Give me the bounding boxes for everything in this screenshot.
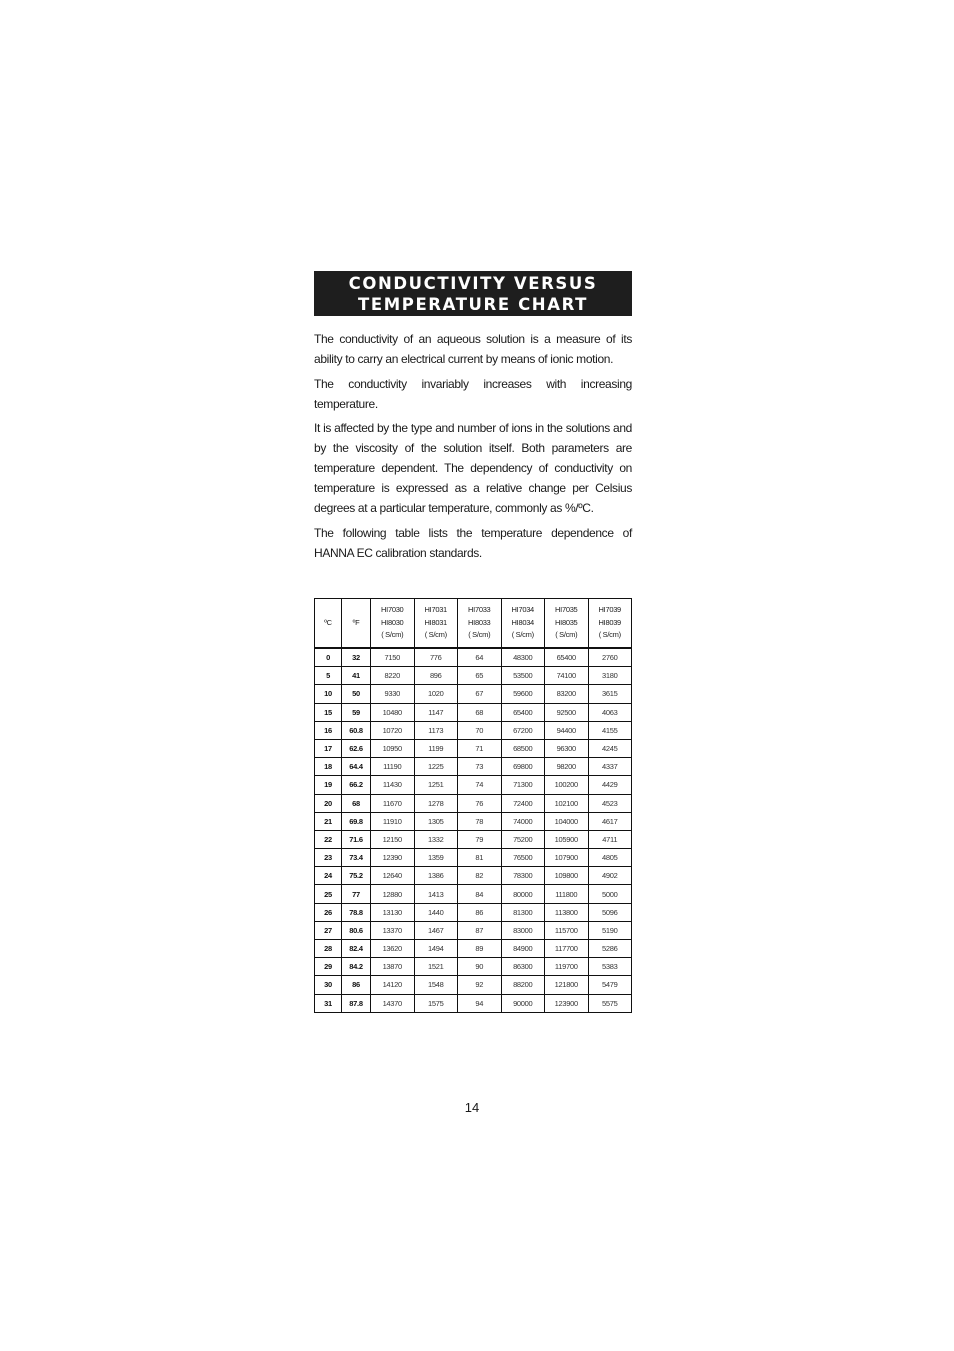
conductivity-cell: 105900 xyxy=(545,830,589,848)
conductivity-cell: 896 xyxy=(414,667,458,685)
conductivity-cell: 117700 xyxy=(545,940,589,958)
page-title-line-1: CONDUCTIVITY VERSUS xyxy=(348,274,598,293)
conductivity-cell: 12390 xyxy=(371,849,415,867)
conductivity-cell: 1251 xyxy=(414,776,458,794)
conductivity-cell: 123900 xyxy=(545,994,589,1012)
conductivity-cell: 13370 xyxy=(371,921,415,939)
celsius-cell: 25 xyxy=(315,885,342,903)
column-header xyxy=(371,599,415,649)
conductivity-cell: 10480 xyxy=(371,703,415,721)
table-row xyxy=(315,721,632,739)
column-header-line1: HI7034 xyxy=(511,605,534,615)
conductivity-cell: 74000 xyxy=(501,812,545,830)
column-header-line2: HI8039 xyxy=(598,617,621,627)
fahrenheit-cell: 78.8 xyxy=(342,903,371,921)
conductivity-cell: 69800 xyxy=(501,758,545,776)
celsius-cell: 24 xyxy=(315,867,342,885)
celsius-cell: 16 xyxy=(315,721,342,739)
column-header xyxy=(414,599,458,649)
conductivity-cell: 90 xyxy=(458,958,502,976)
conductivity-cell: 5383 xyxy=(588,958,632,976)
paragraph-intro: The conductivity of an aqueous solution is a measure of its ability to carry an electrical current by means of ionic motion. xyxy=(314,332,632,366)
column-header xyxy=(342,599,371,649)
conductivity-cell: 11190 xyxy=(371,758,415,776)
conductivity-cell: 1548 xyxy=(414,976,458,994)
conductivity-cell: 1147 xyxy=(414,703,458,721)
conductivity-cell: 1440 xyxy=(414,903,458,921)
fahrenheit-cell: 73.4 xyxy=(342,849,371,867)
conductivity-cell: 83200 xyxy=(545,685,589,703)
conductivity-cell: 81300 xyxy=(501,903,545,921)
conductivity-cell: 4617 xyxy=(588,812,632,830)
conductivity-cell: 776 xyxy=(414,648,458,667)
column-header-line1: ºC xyxy=(324,617,332,627)
conductivity-cell: 94400 xyxy=(545,721,589,739)
table-row xyxy=(315,958,632,976)
fahrenheit-cell: 84.2 xyxy=(342,958,371,976)
conductivity-cell: 115700 xyxy=(545,921,589,939)
conductivity-cell: 87 xyxy=(458,921,502,939)
column-header xyxy=(315,599,342,649)
conductivity-cell: 109800 xyxy=(545,867,589,885)
conductivity-cell: 80000 xyxy=(501,885,545,903)
celsius-cell: 5 xyxy=(315,667,342,685)
fahrenheit-cell: 41 xyxy=(342,667,371,685)
celsius-cell: 10 xyxy=(315,685,342,703)
page-title-line-2: TEMPERATURE CHART xyxy=(358,295,588,314)
column-header xyxy=(501,599,545,649)
conductivity-cell: 100200 xyxy=(545,776,589,794)
table-body xyxy=(315,648,632,1012)
conductivity-cell: 119700 xyxy=(545,958,589,976)
celsius-cell: 23 xyxy=(315,849,342,867)
column-header-line3: ( S/cm) xyxy=(598,630,621,640)
conductivity-cell: 10720 xyxy=(371,721,415,739)
column-header-line3: ( S/cm) xyxy=(468,630,491,640)
conductivity-cell: 9330 xyxy=(371,685,415,703)
conductivity-cell: 65400 xyxy=(501,703,545,721)
page-title xyxy=(314,271,632,316)
table-row xyxy=(315,739,632,757)
conductivity-cell: 68500 xyxy=(501,739,545,757)
paragraph-ion-dependency: It is affected by the type and number of ions in the solutions and by the viscosity of the solution itself. Both parameters are temperature dependent. The dependency of conductivity on temperature is expressed as a relative change per Celsius degrees at a particular temperature, commonly as %/ºC. xyxy=(314,421,632,515)
conductivity-cell: 14370 xyxy=(371,994,415,1012)
conductivity-cell: 1386 xyxy=(414,867,458,885)
column-header-line1: HI7030 xyxy=(381,605,404,615)
conductivity-cell: 1359 xyxy=(414,849,458,867)
conductivity-cell: 4429 xyxy=(588,776,632,794)
conductivity-cell: 94 xyxy=(458,994,502,1012)
conductivity-cell: 1173 xyxy=(414,721,458,739)
conductivity-cell: 92500 xyxy=(545,703,589,721)
conductivity-cell: 2760 xyxy=(588,648,632,667)
conductivity-cell: 84 xyxy=(458,885,502,903)
conductivity-cell: 73 xyxy=(458,758,502,776)
celsius-cell: 21 xyxy=(315,812,342,830)
table-row xyxy=(315,849,632,867)
conductivity-cell: 104000 xyxy=(545,812,589,830)
fahrenheit-cell: 87.8 xyxy=(342,994,371,1012)
conductivity-cell: 78 xyxy=(458,812,502,830)
conductivity-cell: 3615 xyxy=(588,685,632,703)
conductivity-cell: 1278 xyxy=(414,794,458,812)
table-row xyxy=(315,667,632,685)
fahrenheit-cell: 86 xyxy=(342,976,371,994)
conductivity-cell: 67 xyxy=(458,685,502,703)
conductivity-cell: 1305 xyxy=(414,812,458,830)
conductivity-cell: 11430 xyxy=(371,776,415,794)
conductivity-cell: 71300 xyxy=(501,776,545,794)
column-header-line2: HI8031 xyxy=(424,617,447,627)
celsius-cell: 26 xyxy=(315,903,342,921)
celsius-cell: 28 xyxy=(315,940,342,958)
conductivity-cell: 12640 xyxy=(371,867,415,885)
conductivity-cell: 1521 xyxy=(414,958,458,976)
column-header-line3: ( S/cm) xyxy=(555,630,578,640)
celsius-cell: 30 xyxy=(315,976,342,994)
body-text xyxy=(314,329,632,567)
conductivity-cell: 121800 xyxy=(545,976,589,994)
conductivity-cell: 111800 xyxy=(545,885,589,903)
conductivity-cell: 1332 xyxy=(414,830,458,848)
conductivity-cell: 4337 xyxy=(588,758,632,776)
table-row xyxy=(315,648,632,667)
conductivity-cell: 68 xyxy=(458,703,502,721)
column-header-line2: HI8035 xyxy=(555,617,578,627)
celsius-cell: 0 xyxy=(315,648,342,667)
conductivity-cell: 98200 xyxy=(545,758,589,776)
fahrenheit-cell: 50 xyxy=(342,685,371,703)
column-header-line1: ºF xyxy=(352,617,360,627)
celsius-cell: 31 xyxy=(315,994,342,1012)
table-row xyxy=(315,830,632,848)
fahrenheit-cell: 62.6 xyxy=(342,739,371,757)
conductivity-cell: 78300 xyxy=(501,867,545,885)
conductivity-cell: 90000 xyxy=(501,994,545,1012)
conductivity-cell: 1413 xyxy=(414,885,458,903)
column-header-line3: ( S/cm) xyxy=(424,630,447,640)
conductivity-cell: 13620 xyxy=(371,940,415,958)
celsius-cell: 27 xyxy=(315,921,342,939)
conductivity-cell: 89 xyxy=(458,940,502,958)
conductivity-cell: 107900 xyxy=(545,849,589,867)
conductivity-cell: 71 xyxy=(458,739,502,757)
conductivity-cell: 5000 xyxy=(588,885,632,903)
conductivity-cell: 1020 xyxy=(414,685,458,703)
page-number: 14 xyxy=(464,1100,480,1115)
conductivity-cell: 8220 xyxy=(371,667,415,685)
celsius-cell: 17 xyxy=(315,739,342,757)
column-header-line1: HI7033 xyxy=(468,605,491,615)
table-row xyxy=(315,758,632,776)
column-header xyxy=(545,599,589,649)
conductivity-cell: 12880 xyxy=(371,885,415,903)
conductivity-cell: 72400 xyxy=(501,794,545,812)
conductivity-cell: 82 xyxy=(458,867,502,885)
conductivity-cell: 92 xyxy=(458,976,502,994)
conductivity-cell: 4245 xyxy=(588,739,632,757)
celsius-cell: 18 xyxy=(315,758,342,776)
celsius-cell: 29 xyxy=(315,958,342,976)
table-row xyxy=(315,885,632,903)
table-row xyxy=(315,703,632,721)
table-row xyxy=(315,994,632,1012)
paragraph-temperature-increase: The conductivity invariably increases with increasing temperature. xyxy=(314,376,632,411)
conductivity-cell: 3180 xyxy=(588,667,632,685)
table-row xyxy=(315,794,632,812)
conductivity-cell: 7150 xyxy=(371,648,415,667)
conductivity-temperature-table xyxy=(314,598,632,1013)
conductivity-cell: 53500 xyxy=(501,667,545,685)
conductivity-cell: 102100 xyxy=(545,794,589,812)
conductivity-cell: 5575 xyxy=(588,994,632,1012)
table-header-row xyxy=(315,599,632,649)
celsius-cell: 19 xyxy=(315,776,342,794)
column-header-line1: HI7039 xyxy=(598,605,621,615)
conductivity-cell: 65400 xyxy=(545,648,589,667)
conductivity-cell: 10950 xyxy=(371,739,415,757)
column-header-line1: HI7031 xyxy=(424,605,447,615)
conductivity-cell: 4063 xyxy=(588,703,632,721)
conductivity-cell: 67200 xyxy=(501,721,545,739)
column-header-line2: HI8033 xyxy=(468,617,491,627)
table-row xyxy=(315,867,632,885)
fahrenheit-cell: 59 xyxy=(342,703,371,721)
conductivity-cell: 86 xyxy=(458,903,502,921)
celsius-cell: 20 xyxy=(315,794,342,812)
table-row xyxy=(315,685,632,703)
conductivity-cell: 5190 xyxy=(588,921,632,939)
table-row xyxy=(315,903,632,921)
conductivity-cell: 74 xyxy=(458,776,502,794)
table-row xyxy=(315,921,632,939)
conductivity-cell: 81 xyxy=(458,849,502,867)
table-row xyxy=(315,812,632,830)
conductivity-cell: 64 xyxy=(458,648,502,667)
conductivity-cell: 4711 xyxy=(588,830,632,848)
conductivity-cell: 4902 xyxy=(588,867,632,885)
conductivity-cell: 74100 xyxy=(545,667,589,685)
celsius-cell: 15 xyxy=(315,703,342,721)
conductivity-cell: 113800 xyxy=(545,903,589,921)
table-row xyxy=(315,776,632,794)
fahrenheit-cell: 69.8 xyxy=(342,812,371,830)
conductivity-cell: 4523 xyxy=(588,794,632,812)
table-row xyxy=(315,940,632,958)
column-header-line2: HI8034 xyxy=(511,617,534,627)
conductivity-cell: 96300 xyxy=(545,739,589,757)
conductivity-cell: 12150 xyxy=(371,830,415,848)
conductivity-cell: 79 xyxy=(458,830,502,848)
conductivity-cell: 11670 xyxy=(371,794,415,812)
column-header-line1: HI7035 xyxy=(555,605,578,615)
fahrenheit-cell: 80.6 xyxy=(342,921,371,939)
conductivity-cell: 14120 xyxy=(371,976,415,994)
column-header xyxy=(588,599,632,649)
fahrenheit-cell: 71.6 xyxy=(342,830,371,848)
conductivity-cell: 1199 xyxy=(414,739,458,757)
conductivity-cell: 84900 xyxy=(501,940,545,958)
conductivity-cell: 5286 xyxy=(588,940,632,958)
conductivity-cell: 4805 xyxy=(588,849,632,867)
conductivity-cell: 48300 xyxy=(501,648,545,667)
fahrenheit-cell: 77 xyxy=(342,885,371,903)
fahrenheit-cell: 82.4 xyxy=(342,940,371,958)
conductivity-cell: 83000 xyxy=(501,921,545,939)
fahrenheit-cell: 32 xyxy=(342,648,371,667)
conductivity-cell: 5479 xyxy=(588,976,632,994)
conductivity-cell: 13130 xyxy=(371,903,415,921)
conductivity-cell: 1467 xyxy=(414,921,458,939)
fahrenheit-cell: 75.2 xyxy=(342,867,371,885)
conductivity-cell: 4155 xyxy=(588,721,632,739)
conductivity-cell: 65 xyxy=(458,667,502,685)
conductivity-cell: 76 xyxy=(458,794,502,812)
conductivity-cell: 70 xyxy=(458,721,502,739)
column-header-line3: ( S/cm) xyxy=(511,630,534,640)
paragraph-table-intro: The following table lists the temperature dependence of HANNA EC calibration standards. xyxy=(314,525,632,560)
conductivity-cell: 11910 xyxy=(371,812,415,830)
conductivity-cell: 86300 xyxy=(501,958,545,976)
fahrenheit-cell: 64.4 xyxy=(342,758,371,776)
conductivity-cell: 1575 xyxy=(414,994,458,1012)
fahrenheit-cell: 66.2 xyxy=(342,776,371,794)
conductivity-cell: 75200 xyxy=(501,830,545,848)
conductivity-cell: 76500 xyxy=(501,849,545,867)
conductivity-cell: 5096 xyxy=(588,903,632,921)
conductivity-cell: 88200 xyxy=(501,976,545,994)
conductivity-cell: 13870 xyxy=(371,958,415,976)
fahrenheit-cell: 60.8 xyxy=(342,721,371,739)
column-header-line2: HI8030 xyxy=(381,617,404,627)
column-header xyxy=(458,599,502,649)
celsius-cell: 22 xyxy=(315,830,342,848)
conductivity-cell: 1225 xyxy=(414,758,458,776)
conductivity-cell: 1494 xyxy=(414,940,458,958)
fahrenheit-cell: 68 xyxy=(342,794,371,812)
column-header-line3: ( S/cm) xyxy=(381,630,404,640)
conductivity-cell: 59600 xyxy=(501,685,545,703)
table-header xyxy=(315,599,632,649)
table-row xyxy=(315,976,632,994)
